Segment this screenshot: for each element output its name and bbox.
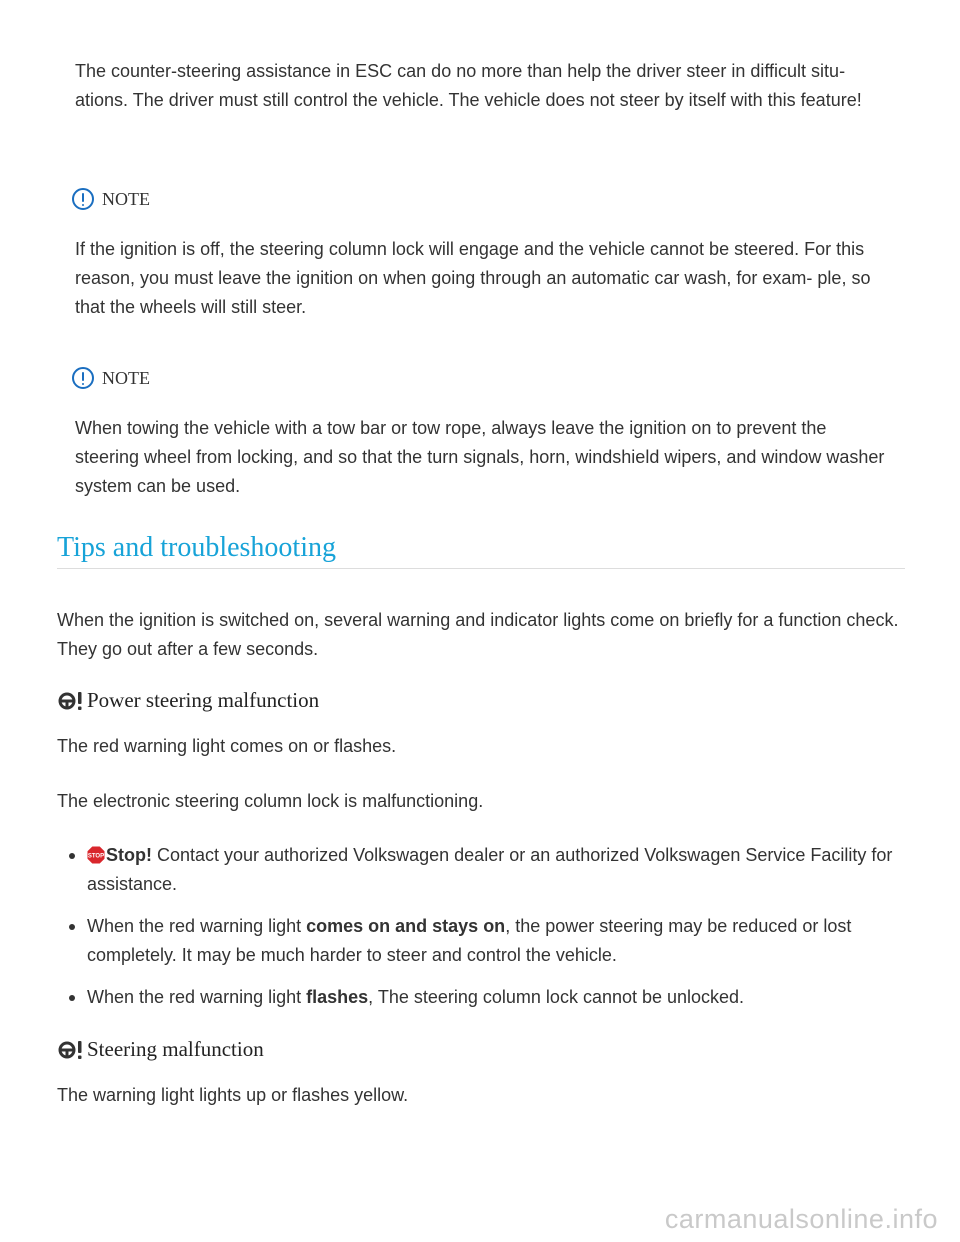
stop-sign-icon — [87, 846, 105, 864]
watermark: carmanualsonline.info — [664, 1204, 938, 1234]
steering-malfunction-heading-text: Steering malfunction — [87, 1037, 264, 1061]
note-text-2: When towing the vehicle with a tow bar or tow rope, always leave the ignition on to prevent the steering wheel from locking, and so that the turn signals, horn, windshield wipers, and window washer system can be used. — [75, 418, 885, 496]
note-heading-1 — [72, 188, 150, 210]
list-item-bold: comes on and stays on — [306, 916, 506, 936]
power-steering-list — [87, 841, 907, 1025]
power-steering-heading — [57, 688, 319, 713]
list-item-text: Contact your authorized Volkswagen dealer or an authorized Volkswagen Service Facility for assistance. — [87, 845, 893, 894]
intro-paragraph: The counter-steering assistance in ESC can do no more than help the driver steer in difficult situ- ations. The driver must still control the vehicle. The vehicle does not steer by itself with this feature! — [75, 61, 862, 110]
section-divider — [57, 568, 905, 569]
steering-wheel-exclamation-icon — [57, 691, 85, 711]
list-item-text: When the red warning light — [87, 987, 307, 1007]
section-intro: When the ignition is switched on, several warning and indicator lights come on briefly for a function check. They go out after a few seconds. — [57, 610, 899, 659]
steering-malfunction-heading — [57, 1037, 264, 1062]
power-steering-heading-text: Power steering malfunction — [87, 688, 320, 712]
list-item — [87, 983, 907, 1012]
exclamation-circle-icon — [72, 188, 94, 210]
power-steering-p2: The electronic steering column lock is malfunctioning. — [57, 791, 484, 811]
list-item-text: , The steering column lock cannot be unlocked. — [368, 987, 745, 1007]
power-steering-p1: The red warning light comes on or flashes. — [57, 736, 397, 756]
note-heading-2 — [72, 367, 150, 389]
list-item-bold: flashes — [306, 987, 369, 1007]
list-item — [87, 841, 907, 899]
svg-text:STOP: STOP — [87, 853, 105, 860]
stop-label: Stop! — [106, 845, 152, 865]
steering-wheel-exclamation-icon — [57, 1040, 85, 1060]
list-item — [87, 912, 907, 970]
note-label: NOTE — [102, 188, 150, 209]
note-text-1: If the ignition is off, the steering column lock will engage and the vehicle cannot be steered. For this reason, you must leave the ignition on when going through an automatic car wash, for exam- ple, so that the wheels will still steer. — [75, 239, 871, 317]
list-item-text: , the power steering may be reduced or lost completely. It may be much harder to steer and control the vehicle. — [87, 916, 852, 965]
note-label: NOTE — [102, 367, 150, 388]
exclamation-circle-icon — [72, 367, 94, 389]
list-item-text: When the red warning light — [87, 916, 307, 936]
section-title: Tips and troubleshooting — [57, 532, 336, 563]
steering-malfunction-p1: The warning light lights up or flashes yellow. — [57, 1085, 409, 1105]
